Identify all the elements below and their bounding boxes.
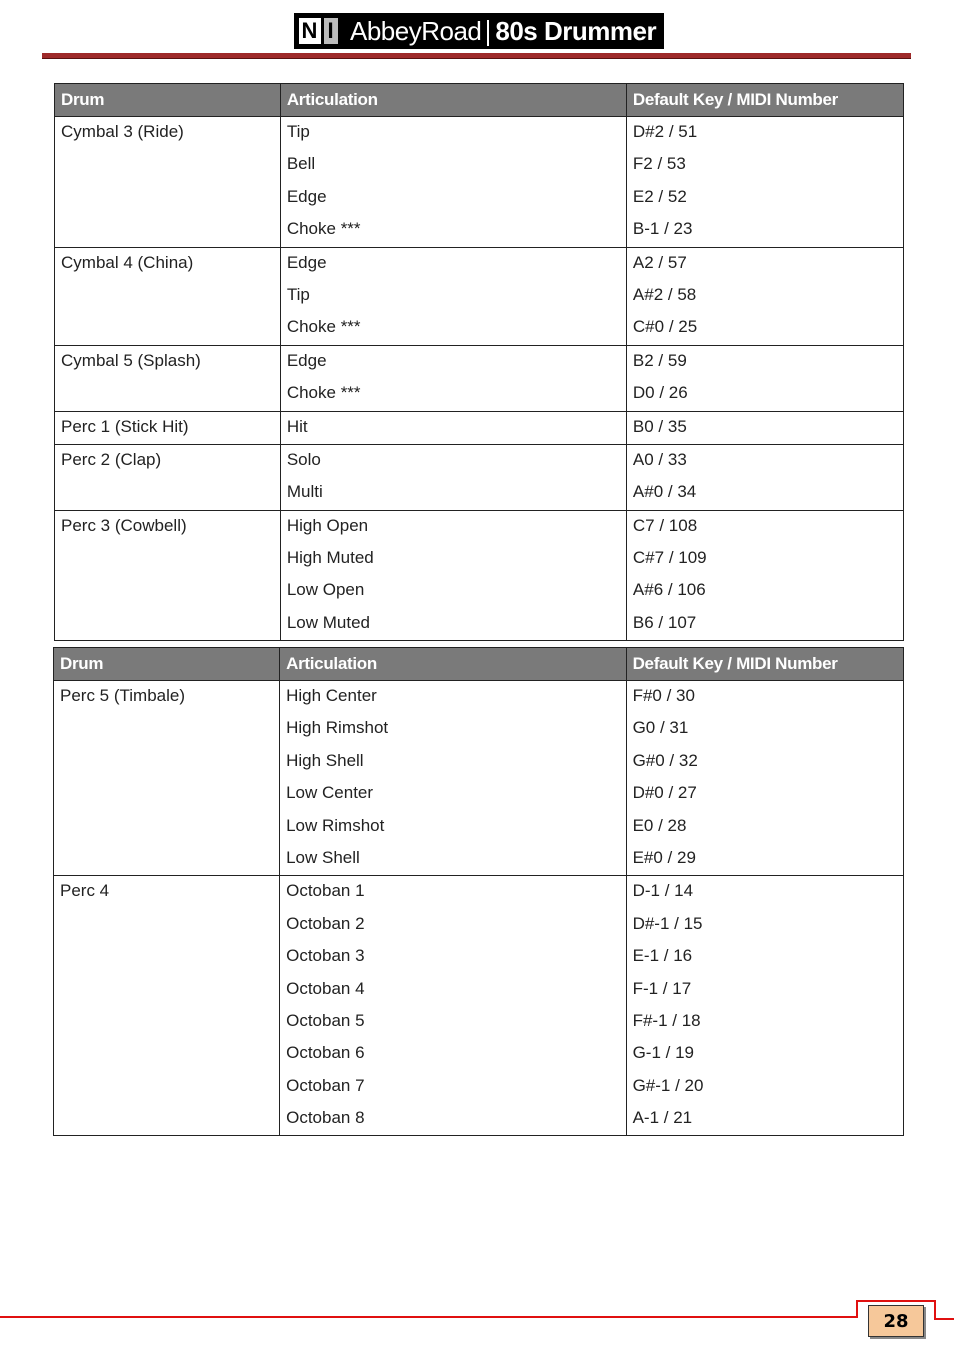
brand-product: 80s Drummer — [495, 15, 657, 46]
midi-key: A0 / 33 — [632, 449, 687, 469]
midi-key: E0 / 28 — [632, 815, 687, 835]
mapping-table-1-body — [55, 117, 904, 641]
drum-cell — [54, 681, 280, 876]
articulation-name: Octoban 1 — [286, 881, 365, 901]
midi-key: D#-1 / 15 — [632, 913, 703, 933]
midi-key: F#-1 / 18 — [632, 1010, 701, 1030]
ni-logo-icon — [294, 13, 344, 49]
midi-key: F-1 / 17 — [632, 978, 692, 998]
table-header-row — [54, 648, 904, 681]
footer-rule — [0, 1316, 858, 1318]
articulation-name: High Open — [286, 515, 369, 535]
drum-cell — [55, 117, 281, 248]
articulation-name: Octoban 8 — [286, 1108, 365, 1128]
midi-key: D0 / 26 — [632, 383, 688, 403]
mapping-table-2-body — [54, 681, 904, 1136]
articulation-name: Octoban 7 — [286, 1075, 365, 1095]
midi-key: G#0 / 32 — [632, 750, 698, 770]
table-row — [55, 345, 904, 411]
brand-abbey: Abbey — [350, 15, 422, 46]
midi-key: G#-1 / 20 — [632, 1075, 704, 1095]
articulation-name: Choke *** — [286, 317, 361, 337]
midi-key: B0 / 35 — [632, 416, 687, 436]
articulation-name: High Muted — [286, 548, 374, 568]
brand-logo — [294, 13, 664, 49]
column-header-key: Default Key / MIDI Number — [626, 84, 903, 117]
articulation-cell — [280, 117, 626, 248]
drum-name: Perc 5 (Timbale) — [60, 686, 186, 705]
midi-key: C#0 / 25 — [632, 317, 698, 337]
column-header-key: Default Key / MIDI Number — [626, 648, 903, 681]
key-cell — [626, 510, 903, 641]
midi-key: B-1 / 23 — [632, 219, 693, 239]
key-cell — [626, 345, 903, 411]
midi-key: G-1 / 19 — [632, 1043, 694, 1063]
ni-logo-letter-i: I — [324, 18, 338, 44]
midi-key: D-1 / 14 — [632, 881, 694, 901]
page-number: 28 — [868, 1305, 924, 1337]
table-row — [54, 681, 904, 876]
articulation-name: Tip — [286, 122, 310, 141]
articulation-name: Low Center — [286, 783, 374, 803]
drum-name: Cymbal 4 (China) — [61, 252, 194, 272]
midi-key: E2 / 52 — [632, 186, 687, 206]
column-header-articulation: Articulation — [280, 84, 626, 117]
articulation-name: Choke *** — [286, 383, 361, 403]
mapping-table-2 — [53, 647, 904, 1136]
footer-rule-tab-right — [934, 1300, 936, 1320]
midi-key: B2 / 59 — [632, 350, 687, 370]
drum-cell — [54, 876, 280, 1136]
table-row — [54, 876, 904, 1136]
midi-key: B6 / 107 — [632, 612, 697, 632]
drum-cell — [55, 345, 281, 411]
key-cell — [626, 247, 903, 345]
articulation-name: Edge — [286, 350, 327, 370]
drum-name: Cymbal 5 (Splash) — [61, 350, 201, 370]
midi-key: A2 / 57 — [632, 252, 687, 272]
articulation-name: Low Shell — [286, 847, 360, 867]
drum-cell — [55, 510, 281, 641]
ni-logo-letter-n: N — [299, 18, 321, 44]
table-row — [55, 510, 904, 641]
key-cell — [626, 876, 903, 1136]
midi-key: C7 / 108 — [632, 515, 698, 535]
table-header-row — [55, 84, 904, 117]
drum-name: Perc 4 — [60, 881, 110, 901]
drum-name: Perc 1 (Stick Hit) — [61, 416, 189, 436]
column-header-drum: Drum — [54, 648, 280, 681]
articulation-name: High Rimshot — [286, 718, 389, 738]
key-cell — [626, 411, 903, 444]
articulation-name: Low Muted — [286, 612, 370, 632]
column-header-drum: Drum — [55, 84, 281, 117]
footer-rule-tab-left — [856, 1300, 858, 1318]
articulation-name: Octoban 4 — [286, 978, 365, 998]
midi-key: A-1 / 21 — [632, 1108, 693, 1128]
mapping-table-1 — [54, 83, 904, 641]
articulation-name: Choke *** — [286, 219, 361, 239]
midi-key: D#0 / 27 — [632, 783, 697, 803]
articulation-name: Octoban 6 — [286, 1043, 365, 1063]
articulation-name: Multi — [286, 482, 323, 502]
page-header — [0, 0, 954, 60]
articulation-cell — [280, 411, 626, 444]
table-row — [55, 247, 904, 345]
articulation-name: Edge — [286, 186, 327, 206]
brand-road: Road — [421, 15, 482, 46]
midi-key: A#2 / 58 — [632, 284, 697, 304]
articulation-name: Bell — [286, 154, 316, 174]
articulation-name: Low Rimshot — [286, 815, 385, 835]
midi-key: E-1 / 16 — [632, 946, 693, 966]
midi-key: E#0 / 29 — [632, 847, 696, 867]
key-cell — [626, 681, 903, 876]
midi-key: A#0 / 34 — [632, 482, 697, 502]
articulation-name: Hit — [286, 416, 308, 436]
brand-wordmark — [344, 16, 656, 47]
drum-name: Perc 2 (Clap) — [61, 449, 162, 469]
table-row — [55, 117, 904, 248]
articulation-cell — [280, 681, 626, 876]
midi-key: F#0 / 30 — [632, 686, 695, 705]
articulation-name: Low Open — [286, 580, 365, 600]
midi-key: A#6 / 106 — [632, 580, 706, 600]
midi-key: C#7 / 109 — [632, 548, 707, 568]
articulation-name: Tip — [286, 284, 310, 304]
articulation-cell — [280, 345, 626, 411]
drum-name: Cymbal 3 (Ride) — [61, 122, 184, 141]
articulation-cell — [280, 247, 626, 345]
articulation-name: Edge — [286, 252, 327, 272]
key-cell — [626, 117, 903, 248]
midi-key: F2 / 53 — [632, 154, 686, 174]
header-rule — [42, 53, 911, 59]
drum-name: Perc 3 (Cowbell) — [61, 515, 187, 535]
column-header-articulation: Articulation — [280, 648, 626, 681]
key-cell — [626, 444, 903, 510]
articulation-cell — [280, 444, 626, 510]
drum-cell — [55, 444, 281, 510]
articulation-name: High Shell — [286, 750, 364, 770]
articulation-cell — [280, 876, 626, 1136]
articulation-cell — [280, 510, 626, 641]
articulation-name: High Center — [286, 686, 377, 705]
footer-rule-tab-top — [856, 1300, 936, 1302]
table-row — [55, 444, 904, 510]
drum-cell — [55, 247, 281, 345]
midi-key: D#2 / 51 — [632, 122, 698, 141]
footer-rule-end — [934, 1318, 954, 1320]
table-row — [55, 411, 904, 444]
articulation-name: Octoban 3 — [286, 946, 365, 966]
articulation-name: Octoban 2 — [286, 913, 365, 933]
brand-separator — [487, 20, 489, 46]
articulation-name: Solo — [286, 449, 321, 469]
drum-cell — [55, 411, 281, 444]
midi-key: G0 / 31 — [632, 718, 689, 738]
articulation-name: Octoban 5 — [286, 1010, 365, 1030]
